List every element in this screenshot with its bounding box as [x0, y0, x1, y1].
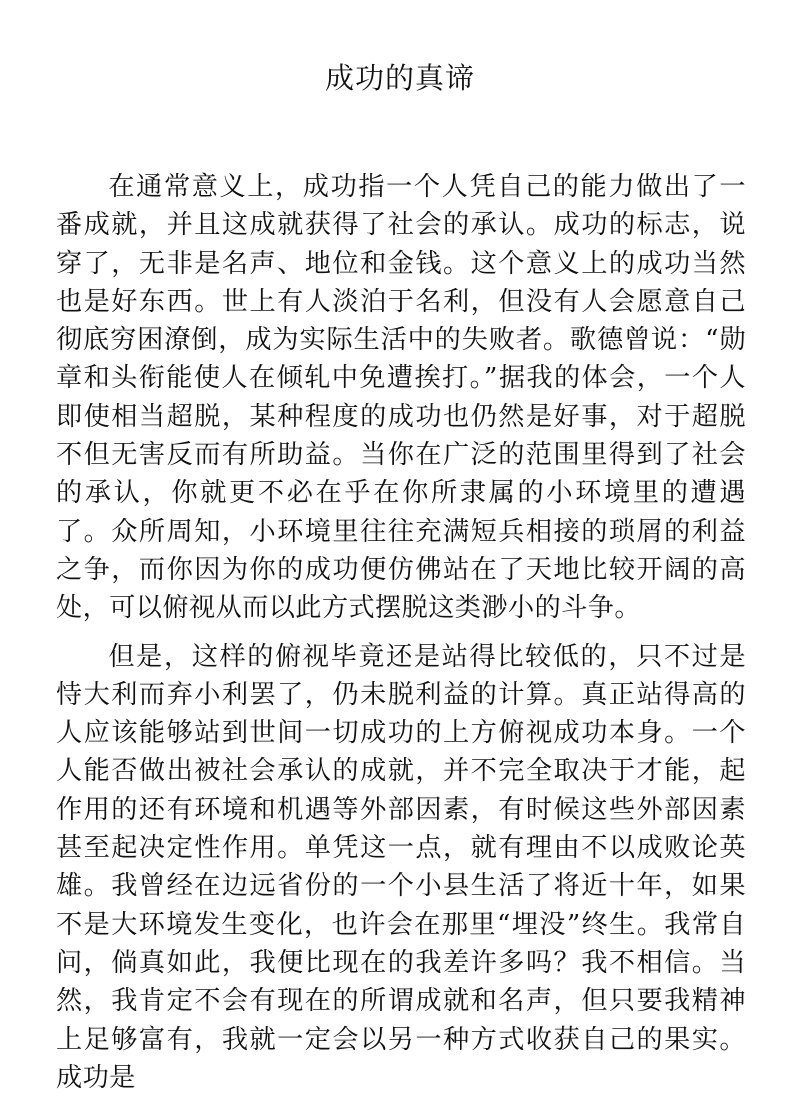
article-title: 成功的真谛 [324, 61, 475, 95]
paragraph-2: 但是，这样的俯视毕竟还是站得比较低的，只不过是恃大利而弃小利罢了，仍未脱利益的计算。真正站得高的人应该能够站到世间一切成功的上方俯视成功本身。一个人能否做出被社会承认的成就，并不完全取决于才能，起作用的还有环境和机遇等外部因素，有时候这些外部因素甚至起决定性作用。单凭这一点，就有理由不以成败论英雄。我曾经在边远省份的一个小县生活了将近十年，如果不是大环境发生变化，也许会在那里“埋没”终生。我常自问，倘真如此，我便比现在的我差许多吗？我不相信。当然，我肯定不会有现在的所谓成就和名声，但只要我精神上足够富有，我就一定会以另一种方式收获自己的果实。成功是 [56, 641, 746, 1093]
paragraph-1: 在通常意义上，成功指一个人凭自己的能力做出了一番成就，并且这成就获得了社会的承认。成功的标志，说穿了，无非是名声、地位和金钱。这个意义上的成功当然也是好东西。世上有人淡泊于名利，但没有人会愿意自己彻底穷困潦倒，成为实际生活中的失败者。歌德曾说：“勋章和头衔能使人在倾轧中免遭挨打。”据我的体会，一个人即使相当超脱，某种程度的成功也仍然是好事，对于超脱不但无害反而有所助益。当你在广泛的范围里得到了社会的承认，你就更不必在乎在你所隶属的小环境里的遭遇了。众所周知，小环境里往往充满短兵相接的琐屑的利益之争，而你因为你的成功便仿佛站在了天地比较开阔的高处，可以俯视从而以此方式摆脱这类渺小的斗争。 [56, 172, 746, 624]
article-body [56, 168, 746, 1097]
